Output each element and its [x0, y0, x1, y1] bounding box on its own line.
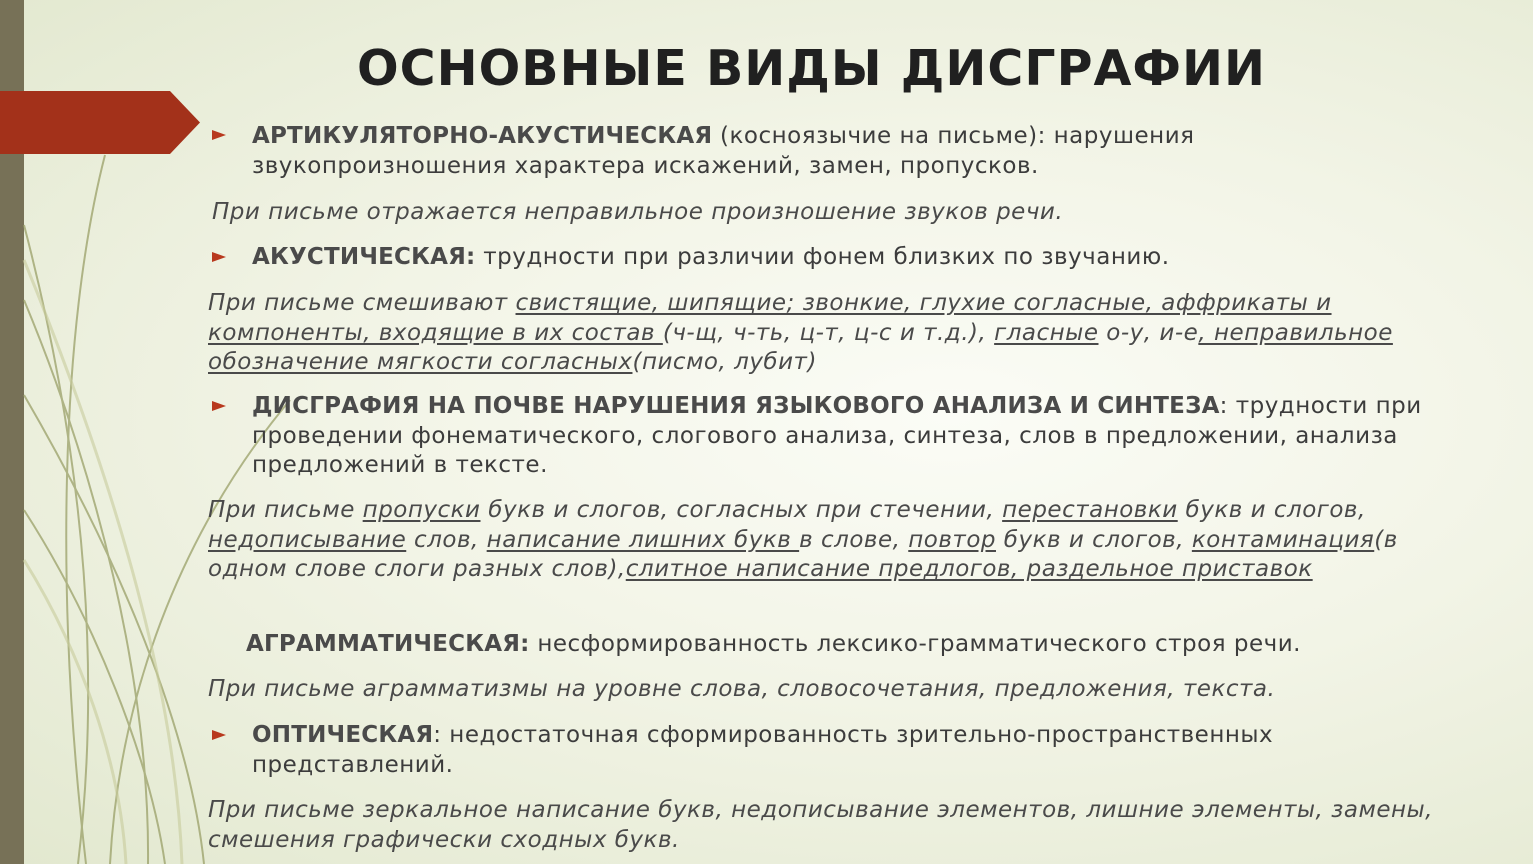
example-text: (ч-щ, ч-ть, ц-т, ц-с и т.д.),: [662, 319, 995, 346]
item-definition: [252, 392, 1452, 481]
example-text: букв и слогов, согласных при стечении,: [480, 497, 1003, 523]
example-text: (в одном слове слоги разных слов),: [208, 526, 1398, 582]
underlined-term: , неправильное обозначение мягкости согласных: [208, 319, 1393, 375]
item-definition: [252, 721, 1372, 780]
example-text: букв и слогов,: [995, 526, 1192, 553]
item-example: [212, 198, 1462, 228]
item-text: : недостаточная сформированность зрительно-пространственных представлений.: [252, 722, 1274, 778]
underlined-term: повтор: [908, 526, 996, 553]
slide-title: ОСНОВНЫЕ ВИДЫ ДИСГРАФИИ: [357, 40, 1267, 97]
item-heading: ОПТИЧЕСКАЯ: [252, 722, 434, 748]
example-text: в слове,: [799, 526, 909, 553]
bullet-icon: [212, 730, 226, 740]
example-text: При письме аграмматизмы на уровне слова, словосочетания, предложения, текста.: [208, 676, 1276, 702]
bullet-icon: [212, 252, 226, 262]
underlined-term: контаминация: [1191, 526, 1375, 553]
item-text: несформированность лексико-грамматического строя речи.: [529, 631, 1301, 657]
example-text: При письме зеркальное написание букв, недописывание элементов, лишние элементы, замены, смешения графически сходных букв.: [208, 797, 1433, 853]
underlined-term: недописывание: [208, 526, 407, 553]
item-example: [208, 796, 1468, 855]
item-definition: [246, 630, 1446, 660]
bullet-icon: [212, 130, 226, 140]
item-definition: [252, 243, 1402, 273]
example-text: При письме: [208, 497, 363, 523]
item-heading: АКУСТИЧЕСКАЯ:: [252, 244, 476, 270]
example-text: При письме смешивают: [208, 290, 516, 316]
underlined-term: написание лишних букв: [486, 526, 800, 553]
underlined-term: перестановки: [1002, 497, 1178, 523]
example-text: букв и слогов,: [1177, 497, 1366, 523]
item-example: [208, 289, 1468, 378]
underlined-term: пропуски: [362, 497, 481, 523]
example-text: о-у, и-е: [1098, 319, 1199, 346]
example-text: (писмо, лубит): [632, 349, 817, 375]
item-heading: АГРАММАТИЧЕСКАЯ:: [246, 631, 530, 657]
underlined-term: слитное написание предлогов, раздельное приставок: [625, 556, 1313, 582]
underlined-term: свистящие, шипящие; звонкие, глухие согласные, аффрикаты и компоненты, входящие в их состав: [208, 290, 1332, 346]
item-example: [208, 496, 1478, 585]
example-text: слов,: [406, 526, 487, 553]
bullet-icon: [212, 401, 226, 411]
underlined-term: гласные: [994, 319, 1099, 346]
item-text: трудности при различии фонем близких по звучанию.: [475, 244, 1170, 270]
item-text: : трудности при проведении фонематического, слогового анализа, синтеза, слов в предложении, анализа предложений в тексте.: [252, 393, 1422, 478]
item-heading: АРТИКУЛЯТОРНО-АКУСТИЧЕСКАЯ: [252, 123, 713, 149]
item-definition: [252, 122, 1252, 181]
item-heading: ДИСГРАФИЯ НА ПОЧВЕ НАРУШЕНИЯ ЯЗЫКОВОГО АНАЛИЗА И СИНТЕЗА: [252, 393, 1220, 419]
item-text: (косноязычие на письме): нарушения звукопроизношения характера искажений, замен, пропусков.: [252, 123, 1195, 179]
item-example: [208, 675, 1458, 705]
example-text: При письме отражается неправильное произношение звуков речи.: [212, 199, 1064, 225]
